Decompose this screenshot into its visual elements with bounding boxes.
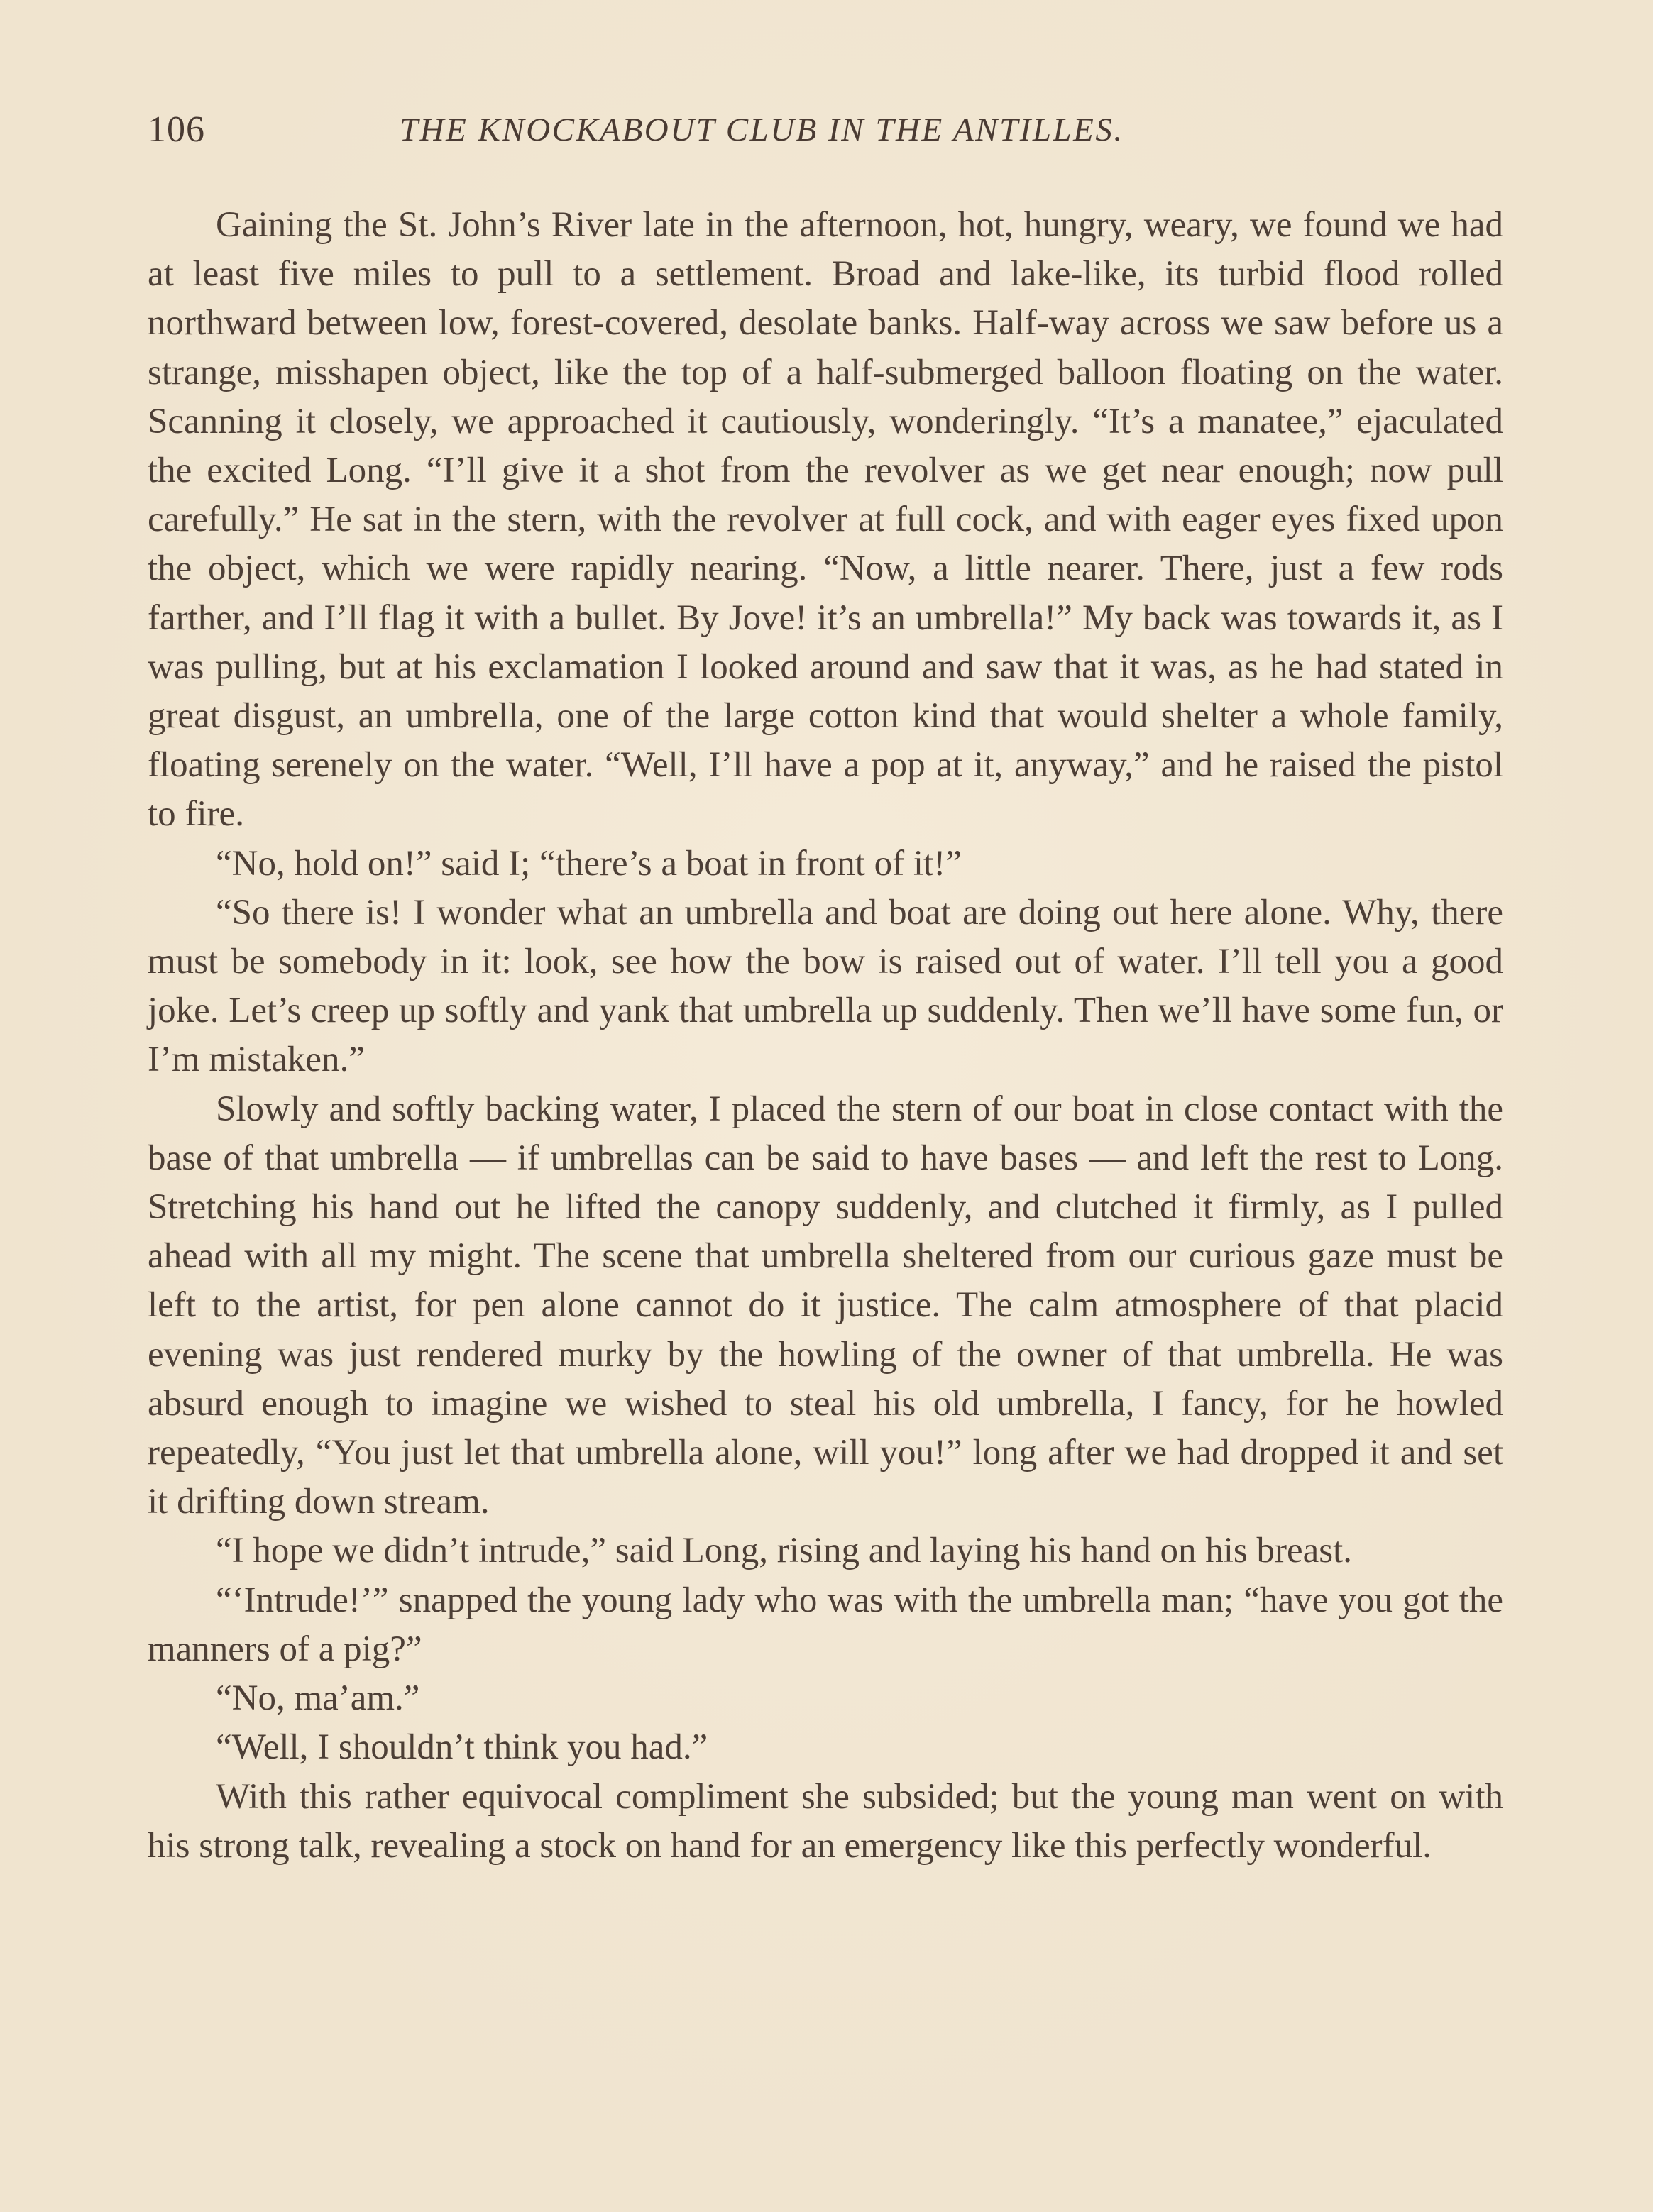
paragraph: Slowly and softly backing water, I placed the stern of our boat in close contact with the base of that umbrella — if umbrellas can be said to have bases — and left the rest to Long. Stretching his hand out he lifted the canopy suddenly, and clutched it firmly, as I pulled ahead with all my might. The scene that umbrella sheltered from our curious gaze must be left to the artist, for pen alone cannot do it justice. The calm atmosphere of that placid evening was just rendered murky by the howling of the owner of that umbrella. He was absurd enough to imagine we wished to steal his old umbrella, I fancy, for he howled repeatedly, “You just let that umbrella alone, will you!” long after we had dropped it and set it drifting down stream. bbox=[148, 1089, 1503, 1522]
paragraph: “No, ma’am.” bbox=[216, 1678, 420, 1719]
paragraph: “‘Intrude!’” snapped the young lady who was with the umbrella man; “have you got the manners of a pig?” bbox=[148, 1580, 1503, 1669]
paragraph: Gaining the St. John’s River late in the afternoon, hot, hungry, weary, we found we had at least five miles to pull to a settlement. Broad and lake-like, its turbid flood rolled northward between low, forest-covered, desolate banks. Half-way across we saw before us a strange, misshapen object, like the top of a half-submerged balloon floating on the water. Scanning it closely, we approached it cautiously, wonderingly. “It’s a manatee,” ejaculated the excited Long. “I’ll give it a shot from the revolver as we get near enough; now pull carefully.” He sat in the stern, with the revolver at full cock, and with eager eyes fixed upon the object, which we were rapidly nearing. “Now, a little nearer. There, just a few rods farther, and I’ll flag it with a bullet. By Jove! it’s an umbrella!” My back was towards it, as I was pulling, but at his exclamation I looked around and saw that it was, as he had stated in great disgust, an umbrella, one of the large cotton kind that would shelter a whole family, floating serenely on the water. “Well, I’ll have a pop at it, anyway,” and he raised the pistol to fire. bbox=[148, 205, 1503, 835]
running-title: THE KNOCKABOUT CLUB IN THE ANTILLES. bbox=[400, 111, 1124, 148]
paragraph: “Well, I shouldn’t think you had.” bbox=[216, 1727, 708, 1768]
paragraph: “No, hold on!” said I; “there’s a boat in front of it!” bbox=[216, 843, 962, 884]
page-number: 106 bbox=[148, 109, 205, 150]
running-head bbox=[148, 105, 1504, 162]
paragraph: “So there is! I wonder what an umbrella and boat are doing out here alone. Why, there must be somebody in it: look, see how the bow is raised out of water. I’ll tell you a good joke. Let’s creep up softly and yank that umbrella up suddenly. Then we’ll have some fun, or I’m mistaken.” bbox=[148, 892, 1503, 1080]
paragraph: With this rather equivocal compliment she subsided; but the young man went on with his strong talk, revealing a stock on hand for an emergency like this perfectly wonderful. bbox=[148, 1776, 1503, 1866]
body-text bbox=[148, 201, 1503, 1871]
paragraph: “I hope we didn’t intrude,” said Long, rising and laying his hand on his breast. bbox=[216, 1531, 1352, 1571]
